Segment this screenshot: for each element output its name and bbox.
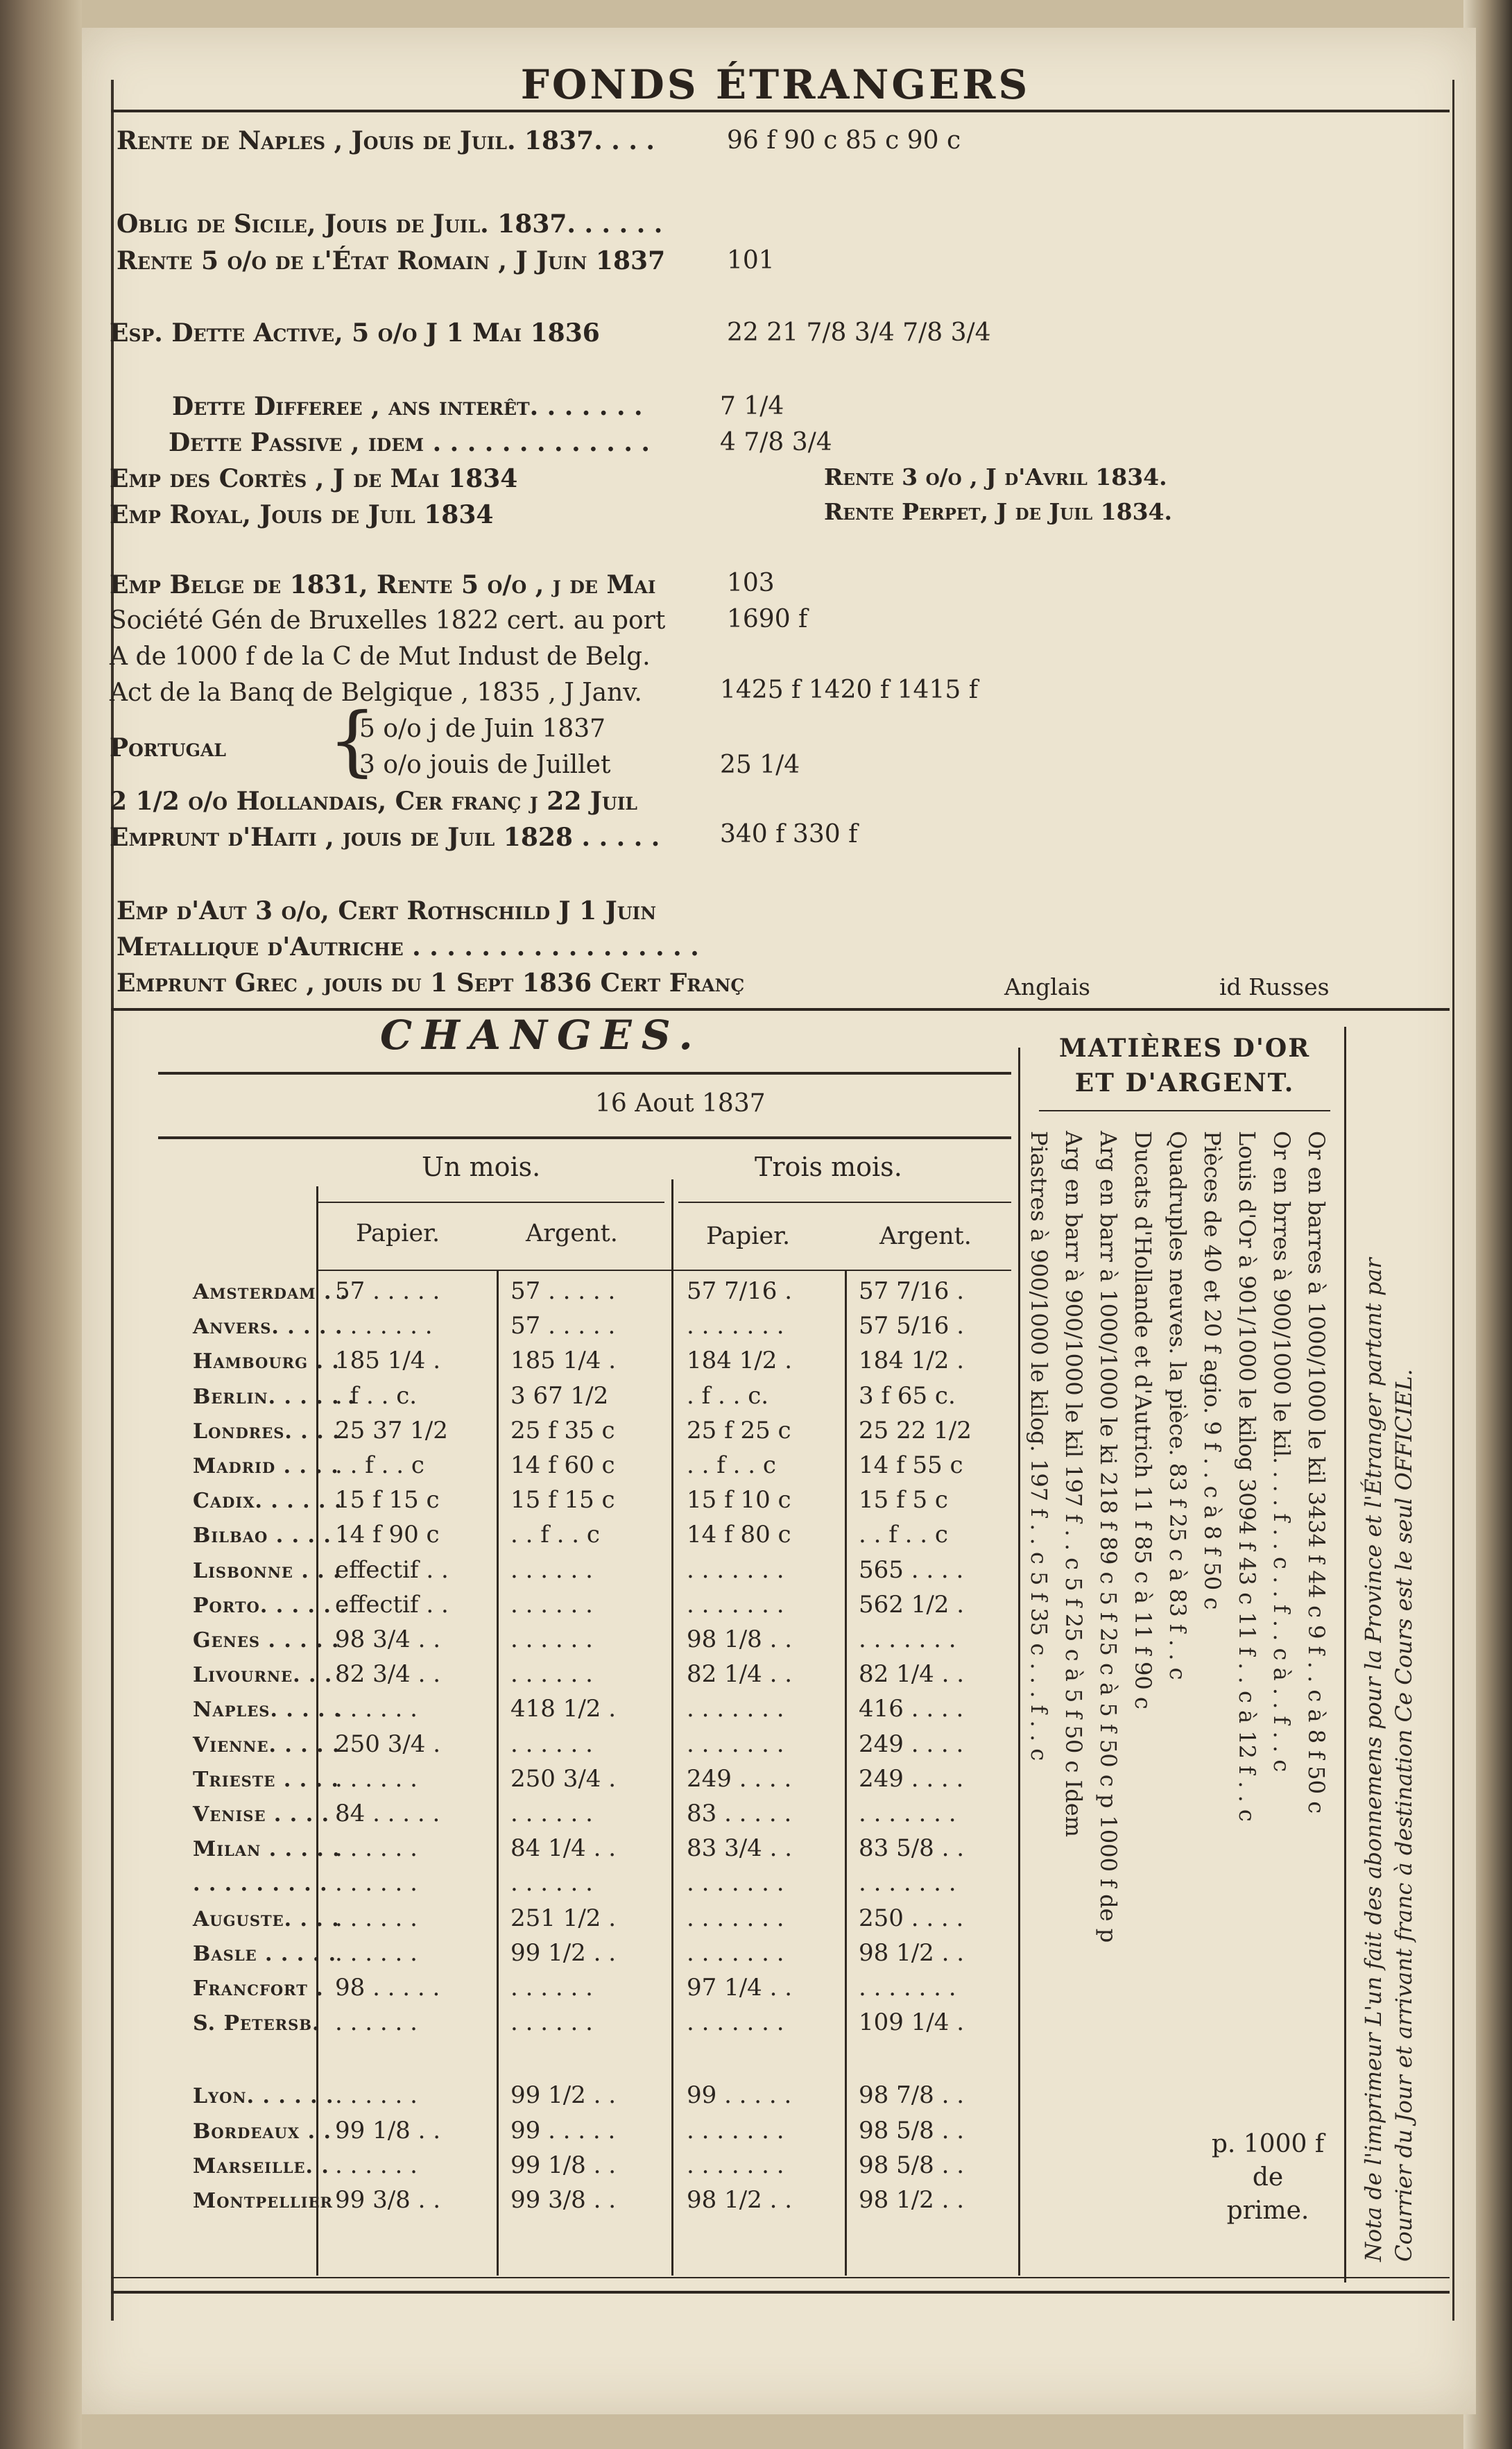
imprimeur-note (1358, 1041, 1434, 2262)
rate-cell: 565 . . . . (859, 1555, 964, 1584)
rate-cell: 99 . . . . . (510, 2116, 616, 2144)
fonds-label: Emprunt Grec , jouis du 1 Sept 1836 Cert Franç (117, 968, 745, 998)
rate-cell: 416 . . . . (859, 1695, 964, 1723)
city-label: Amsterdam . . (193, 1280, 348, 1304)
rate-cell: . . . . . . . (687, 1904, 784, 1932)
rate-cell: 98 5/8 . . (859, 2151, 965, 2179)
matieres-line: Or en brres à 900/1000 le kil. . . . f . . c . . f . . c à . . f . . c (1269, 1131, 1295, 1773)
rate-cell: 98 7/8 . . (859, 2081, 965, 2110)
column-rule (497, 1270, 499, 2276)
right-note: Rente 3 o/o , J d'Avril 1834. (824, 463, 1167, 490)
rate-cell: effectif . . (335, 1590, 449, 1619)
matieres-line: Arg en barr à 1000/1000 le ki 218 f 89 c 5 f 25 c à 5 f 50 c p 1000 f de p (1095, 1131, 1122, 1943)
fonds-value: 1690 f (727, 605, 808, 633)
fonds-label: 5 o/o j de Juin 1837 (359, 715, 606, 743)
fonds-label: Emprunt d'Haiti , jouis de Juil 1828 . . . . . (110, 823, 660, 852)
rate-cell: . . . . . . . (687, 1938, 784, 1967)
fonds-title: FONDS ÉTRANGERS (520, 61, 1031, 108)
column-rule (845, 1270, 847, 2276)
rate-cell: 184 1/2 . (687, 1347, 793, 1375)
rate-cell: . . . . . . . (859, 1869, 956, 1897)
matieres-list (1026, 1131, 1334, 2102)
fonds-value: 22 21 7/8 3/4 7/8 3/4 (727, 318, 991, 347)
city-label: Lyon. . . . . . (193, 2084, 334, 2109)
rate-cell: . . . . . . (335, 1695, 418, 1723)
rate-cell: 99 1/2 . . (510, 1938, 617, 1967)
rate-cell: . . . . . . (510, 1974, 593, 2002)
rate-cell: 3 67 1/2 (510, 1381, 609, 1410)
rate-cell: 99 3/8 . . (510, 2186, 617, 2214)
rate-cell: . . . . . . (510, 1869, 593, 1897)
changes-title: CHANGES. (380, 1012, 703, 1059)
city-label: . . . . . . . . . (193, 1872, 328, 1897)
rate-cell: . . . . . . . (859, 1800, 956, 1827)
fonds-value: 96 f 90 c 85 c 90 c (727, 126, 961, 155)
city-label: Vienne. . . . . (193, 1732, 341, 1757)
city-label: Anvers. . . . . (193, 1315, 343, 1340)
matieres-title: MATIÈRES D'OR (1058, 1034, 1311, 1063)
fonds-value: 4 7/8 3/4 (720, 428, 832, 456)
rate-cell: 98 . . . . . (335, 1974, 440, 2002)
city-label: Londres. . . . (193, 1419, 341, 1444)
rate-cell: 14 f 80 c (687, 1521, 791, 1549)
city-label: Porto. . . . . . (193, 1593, 347, 1618)
rate-cell: 99 3/8 . . (335, 2186, 441, 2214)
rate-cell: . . . . . . . (687, 1695, 784, 1723)
prime-text: de (1252, 2163, 1284, 2192)
city-label: S. Petersb. (193, 2011, 320, 2036)
rate-cell: . . . . . . (510, 1625, 593, 1653)
rate-cell: . . f . . c (687, 1451, 776, 1479)
rate-cell: 15 f 15 c (335, 1486, 440, 1514)
rate-cell: 98 1/8 . . (687, 1625, 793, 1653)
fonds-label: Emp Belge de 1831, Rente 5 o/o , j de Mai (110, 570, 656, 599)
rate-cell: 250 3/4 . (335, 1730, 441, 1758)
rate-cell: 98 3/4 . . (335, 1625, 441, 1653)
changes-rule (158, 1072, 1011, 1075)
rate-cell: 57 5/16 . (859, 1312, 965, 1340)
fonds-value: 101 (727, 246, 775, 275)
city-label: Livourne. . . (193, 1663, 333, 1688)
rate-cell: 249 . . . . (687, 1764, 792, 1793)
city-label: Auguste. . . . (193, 1906, 340, 1931)
fonds-label: Oblig de Sicile, Jouis de Juil. 1837. . . . . . (117, 210, 663, 239)
city-label: Milan . . . . . (193, 1837, 341, 1862)
rate-cell: 57 . . . . . (335, 1277, 440, 1305)
brace: { (328, 696, 377, 785)
section-rule (111, 1008, 1450, 1011)
papier-header: Papier. (706, 1222, 791, 1250)
rate-cell: 185 1/4 . (510, 1347, 617, 1375)
rate-cell: . . . . . . (335, 1834, 418, 1863)
rate-cell: 84 1/4 . . (510, 1834, 617, 1863)
rate-cell: 57 7/16 . (859, 1277, 965, 1305)
rate-cell: . . . . . . (510, 1660, 593, 1689)
rate-cell: 184 1/2 . (859, 1347, 965, 1375)
city-label: Marseille. . (193, 2153, 329, 2178)
rate-cell: 15 f 15 c (510, 1486, 615, 1514)
rate-cell: 14 f 55 c (859, 1451, 963, 1479)
rate-cell: . . f . . c (859, 1521, 948, 1549)
matieres-rule (1039, 1110, 1330, 1111)
city-label: Genes . . . . . (193, 1628, 340, 1653)
rate-cell: . . . . . . (335, 1904, 418, 1932)
rate-cell: . . . . . . (335, 2151, 418, 2179)
fonds-value: 25 1/4 (720, 751, 800, 779)
rate-cell: 251 1/2 . (510, 1904, 617, 1932)
city-label: Lisbonne . . . (193, 1558, 341, 1583)
rate-cell: 185 1/4 . (335, 1347, 441, 1375)
rate-cell: 109 1/4 . (859, 2008, 965, 2037)
rate-cell: 84 . . . . . (335, 1800, 440, 1827)
fonds-value: 103 (727, 569, 775, 597)
matieres-line: Ducats d'Hollande et d'Autrich 11 f 85 c à 11 f 90 c (1130, 1131, 1156, 1709)
city-label: Venise . . . . (193, 1802, 330, 1827)
matieres-line: Or en barres à 1000/1000 le kil 3434 f 44 c 9 f . . c à 8 f 50 c (1303, 1131, 1330, 1814)
matieres-line: Louis d'Or à 901/1000 le kilog 3094 f 43 c 11 f . . c à 12 f . . c (1234, 1131, 1260, 1822)
rate-cell: . f . . c. (687, 1381, 769, 1410)
rate-cell: 57 . . . . . (510, 1277, 616, 1305)
bottom-rule (111, 2291, 1450, 2294)
rate-cell: 82 1/4 . . (687, 1660, 793, 1689)
rate-cell: . f . . c. (335, 1381, 418, 1410)
rate-cell: . . . . . . . (687, 1730, 784, 1758)
city-label: Basle . . . . . (193, 1941, 337, 1966)
rate-cell: 250 3/4 . (510, 1764, 617, 1793)
rate-cell: . . . . . . . (859, 1625, 956, 1653)
rate-cell: 83 5/8 . . (859, 1834, 965, 1863)
rate-cell: 25 f 35 c (510, 1416, 615, 1444)
column-rule (1018, 1048, 1020, 2276)
city-label: Madrid . . . . (193, 1454, 339, 1478)
rate-cell: 3 f 65 c. (859, 1381, 956, 1410)
changes-date: 16 Aout 1837 (595, 1089, 766, 1118)
rate-cell: . . . . . . . (687, 1312, 784, 1340)
rate-cell: 14 f 90 c (335, 1521, 440, 1549)
rate-cell: 98 5/8 . . (859, 2116, 965, 2144)
rate-cell: 249 . . . . (859, 1730, 964, 1758)
fonds-label: Société Gén de Bruxelles 1822 cert. au port (110, 606, 666, 635)
matieres-line: Arg en barr à 900/1000 le kil 197 f . . c 5 f 25 c à 5 f 50 c Idem (1060, 1131, 1087, 1837)
fonds-label: Emp des Cortès , J de Mai 1834 (110, 464, 518, 493)
rate-cell: 99 1/2 . . (510, 2081, 617, 2110)
rate-cell: . . . . . . (510, 2008, 593, 2037)
rate-cell: . . . . . . (335, 1938, 418, 1967)
rate-cell: . . . . . . . (335, 1312, 433, 1340)
rate-cell: . . . . . . . (859, 1974, 956, 2002)
subheader-rule (678, 1202, 1011, 1203)
rate-cell: . . f . . c (510, 1521, 600, 1549)
city-label: Trieste . . . . (193, 1767, 339, 1792)
rate-cell: . . . . . . . (687, 1869, 784, 1897)
bottom-rule (111, 2277, 1450, 2278)
city-label: Hambourg . . (193, 1349, 340, 1374)
document-page (82, 28, 1476, 2414)
fonds-label: Dette Passive , idem . . . . . . . . . . . . . (169, 428, 650, 457)
city-label: Cadix. . . . . . (193, 1489, 343, 1514)
rate-cell: 82 1/4 . . (859, 1660, 965, 1689)
right-note: id Russes (1219, 973, 1330, 1000)
fonds-value: 7 1/4 (720, 392, 784, 420)
right-note: Rente Perpet, J de Juil 1834. (824, 498, 1172, 525)
fonds-value: 1425 f 1420 f 1415 f (720, 676, 979, 704)
fonds-label: Emp Royal, Jouis de Juil 1834 (110, 500, 494, 529)
rate-cell: . . . . . . . (687, 2116, 784, 2144)
rate-cell: . . . . . . (335, 1869, 418, 1897)
rate-cell: 14 f 60 c (510, 1451, 615, 1479)
fonds-label: Metallique d'Autriche . . . . . . . . . . . . . . . . . (117, 932, 699, 962)
rate-cell: 25 37 1/2 (335, 1416, 448, 1444)
rate-cell: 98 1/2 . . (687, 2186, 793, 2214)
changes-rule (158, 1136, 1011, 1139)
matieres-title: ET D'ARGENT. (1074, 1068, 1295, 1098)
rate-cell: 250 . . . . (859, 1904, 964, 1932)
subheader-rule (318, 1270, 1011, 1271)
fonds-label: 2 1/2 o/o Hollandais, Cer franç j 22 Juil (110, 787, 638, 816)
rate-cell: 57 7/16 . (687, 1277, 793, 1305)
rate-cell: 57 . . . . . (510, 1312, 616, 1340)
rate-cell: 83 . . . . . (687, 1800, 792, 1827)
rate-cell: 83 3/4 . . (687, 1834, 793, 1863)
rate-cell: 418 1/2 . (510, 1695, 617, 1723)
prime-text: prime. (1226, 2196, 1309, 2225)
argent-header: Argent. (526, 1220, 618, 1247)
note-line: Courrier du Jour et arrivant franc à destination Ce Cours est le seul OFFICIEL. (1391, 1369, 1417, 2262)
un-mois-header: Un mois. (422, 1152, 541, 1182)
prime-text: p. 1000 f (1211, 2130, 1325, 2158)
city-label: Naples. . . . . (193, 1698, 342, 1723)
right-note: Anglais (1004, 973, 1090, 1000)
rate-cell: 562 1/2 . (859, 1590, 965, 1619)
papier-header: Papier. (356, 1220, 440, 1247)
city-label: Montpellier (193, 2189, 333, 2213)
rate-cell: . . . . . . . (687, 1590, 784, 1619)
rate-cell: 99 1/8 . . (510, 2151, 617, 2179)
fonds-label: Esp. Dette Active, 5 o/o J 1 Mai 1836 (110, 318, 600, 348)
fonds-label: Rente 5 o/o de l'État Romain , J Juin 1837 (117, 246, 666, 275)
city-label: Bilbao . . . . . (193, 1524, 347, 1548)
fonds-label: Rente de Naples , Jouis de Juil. 1837. . . . (117, 126, 655, 155)
fonds-label: Dette Differee , ans interêt. . . . . . . (172, 392, 643, 421)
fonds-label: A de 1000 f de la C de Mut Indust de Belg. (110, 642, 651, 671)
title-rule (111, 110, 1450, 112)
rate-cell: . . . . . . (335, 2008, 418, 2037)
matieres-line: Piastres à 900/1000 le kilog. 197 f . . c 5 f 35 c . . . f . . c (1026, 1131, 1052, 1761)
rate-cell: . . f . . c (335, 1451, 424, 1479)
matieres-line: Pièces de 40 et 20 f agio. 9 f . . c à 8 f 50 c (1199, 1131, 1226, 1610)
rate-cell: 99 1/8 . . (335, 2116, 441, 2144)
portugal-label: Portugal (110, 733, 226, 762)
rate-cell: 82 3/4 . . (335, 1660, 441, 1689)
rate-cell: . . . . . . (510, 1555, 593, 1584)
note-line: Nota de l'imprimeur L'un fait des abonnemens pour la Province et l'Étranger partant par (1360, 1258, 1386, 2262)
rate-cell: . . . . . . (335, 2081, 418, 2110)
rate-cell: 249 . . . . (859, 1764, 964, 1793)
rate-cell: 25 f 25 c (687, 1416, 791, 1444)
rate-cell: 15 f 10 c (687, 1486, 791, 1514)
rate-cell: . . . . . . (510, 1800, 593, 1827)
fonds-label: Act de la Banq de Belgique , 1835 , J Janv. (110, 679, 642, 707)
book-binding (0, 0, 82, 2449)
rate-cell: . . . . . . . (687, 1555, 784, 1584)
fonds-label: 3 o/o jouis de Juillet (359, 751, 611, 779)
trois-mois-header: Trois mois. (755, 1152, 902, 1182)
rate-cell: 99 . . . . . (687, 2081, 792, 2110)
rate-cell: 98 1/2 . . (859, 1938, 965, 1967)
rate-cell: 98 1/2 . . (859, 2186, 965, 2214)
argent-header: Argent. (879, 1222, 972, 1250)
column-rule (671, 1179, 673, 2276)
rate-cell: . . . . . . . (687, 2008, 784, 2037)
rate-cell: . . . . . . . (687, 2151, 784, 2179)
rate-cell: 15 f 5 c (859, 1486, 948, 1514)
city-label: Bordeaux . . (193, 2119, 332, 2144)
matieres-line: Quadruples neuves. la pièce. 83 f 25 c à 83 f . . c (1165, 1131, 1191, 1680)
fonds-label: Emp d'Aut 3 o/o, Cert Rothschild J 1 Juin (117, 896, 657, 925)
column-rule (1344, 1027, 1346, 2282)
city-label: Berlin. . . . . . (193, 1384, 356, 1409)
subheader-rule (318, 1202, 664, 1203)
rate-cell: . . . . . . (510, 1730, 593, 1758)
rate-cell: 25 22 1/2 (859, 1416, 972, 1444)
rate-cell: . . . . . . (510, 1590, 593, 1619)
rate-cell: effectif . . (335, 1555, 449, 1584)
city-label: Francfort . (193, 1977, 324, 2001)
fonds-value: 340 f 330 f (720, 820, 858, 848)
rate-cell: 97 1/4 . . (687, 1974, 793, 2002)
rate-cell: . . . . . . (335, 1764, 418, 1793)
